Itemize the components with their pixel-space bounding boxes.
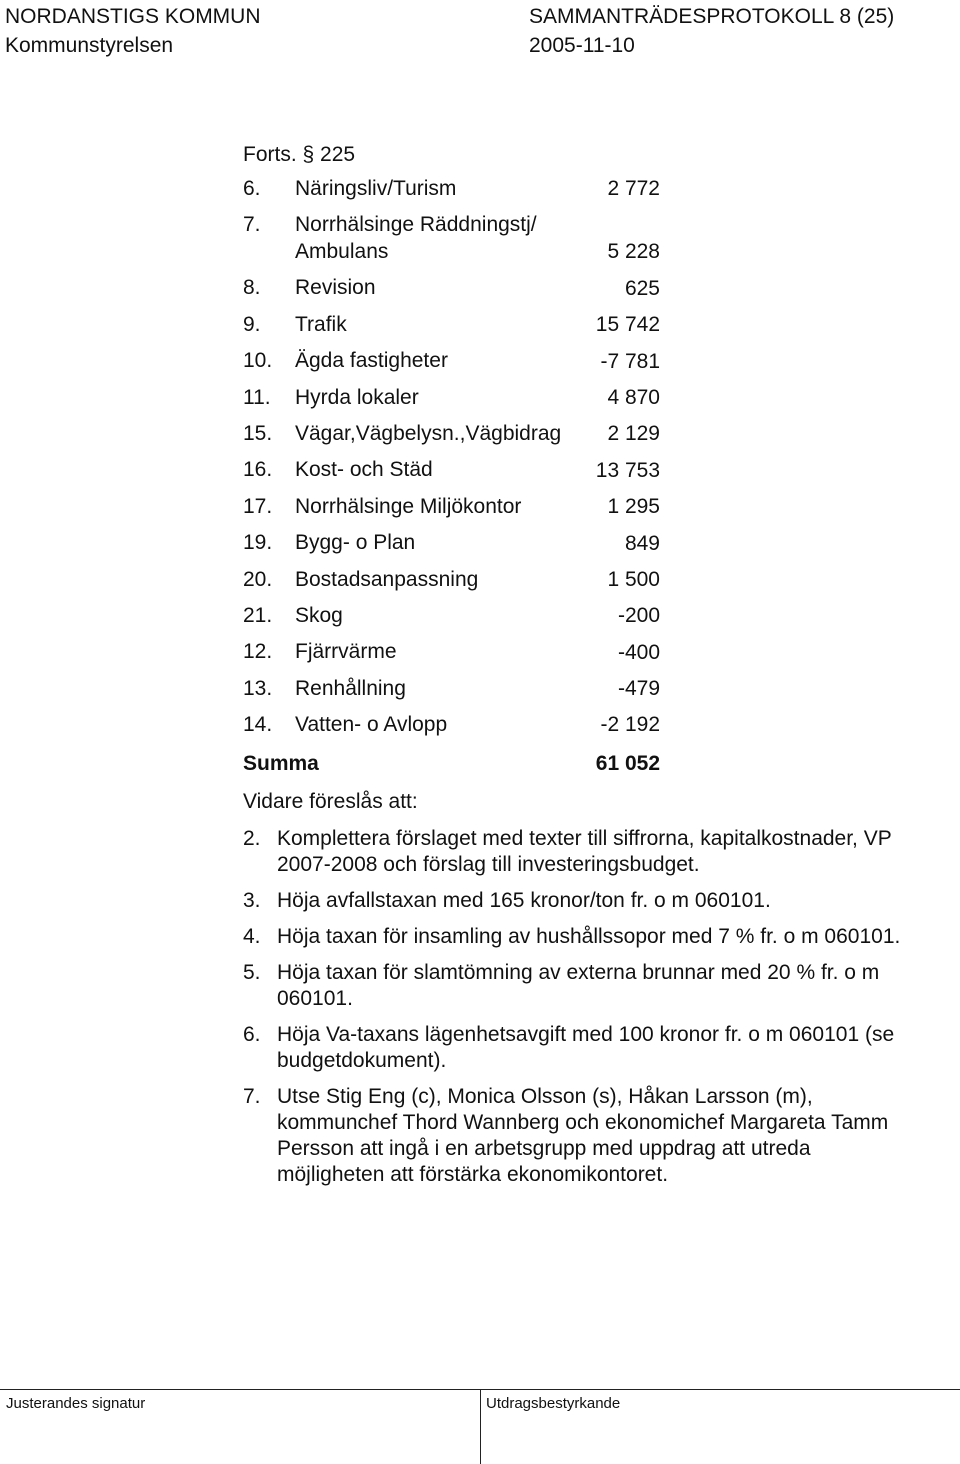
proposal-text-line: kommunchef Thord Wannberg och ekonomichef Margareta Tamm [277,1111,889,1134]
budget-row-label [295,568,478,595]
budget-row-number: 9. [243,312,261,336]
budget-row-label-line: Kost- och Städ [295,458,433,482]
adjuster-signature-label: Justerandes signatur [6,1395,146,1412]
budget-row-number: 17. [243,494,273,518]
budget-row-label [295,531,415,558]
budget-row-amount: -200 [617,604,660,628]
proposal-number: 6. [243,1023,261,1046]
budget-row-label-line: Vatten- o Avlopp [295,713,448,737]
budget-row-amount: -7 781 [600,349,660,373]
budget-row-label-line: Norrhälsinge Räddningstj/ [295,213,537,237]
budget-row-label-line: Ambulans [295,240,389,264]
budget-row-label-line: Vägar,Vägbelysn.,Vägbidrag [295,421,562,445]
proposal-text-line: möjligheten att förstärka ekonomikontoret. [277,1163,669,1186]
budget-row-amount: 13 753 [595,458,660,482]
proposal-text-line: Komplettera förslaget med texter till siffrorna, kapitalkostnader, VP [277,827,892,850]
budget-row-amount: 2 772 [607,177,660,201]
proposal-text-line: Höja taxan för insamling av hushållssopor med 7 % fr. o m 060101. [277,925,901,948]
budget-row-number: 13. [243,676,273,700]
proposal-item [243,888,943,914]
budget-row [243,422,663,458]
proposal-text-line: Persson att ingå i en arbetsgrupp med uppdrag att utreda [277,1137,811,1160]
proposal-number: 5. [243,961,261,984]
budget-row-label [295,276,376,303]
budget-row-label [295,495,521,522]
protocol-title: SAMMANTRÄDESPROTOKOLL 8 (25) [529,5,895,28]
budget-row-number: 20. [243,567,273,591]
budget-row-amount: 1 295 [607,495,660,519]
budget-row-number: 6. [243,177,261,200]
budget-row-number: 16. [243,458,273,482]
budget-row-label-line: Norrhälsinge Miljökontor [295,494,522,518]
budget-row [243,313,663,349]
budget-row [243,604,663,640]
budget-row-amount: -400 [617,640,660,664]
signature-footer [0,1389,960,1464]
budget-list [243,177,663,749]
budget-row-label [295,386,419,413]
budget-row-number: 14. [243,713,273,737]
proposal-text-line: Höja Va-taxans lägenhetsavgift med 100 kronor fr. o m 060101 (se [277,1023,895,1046]
budget-row-label-line: Bostadsanpassning [295,567,479,591]
budget-row-label [295,458,433,485]
budget-row-number: 19. [243,531,273,555]
budget-row-amount: 849 [624,531,660,555]
budget-row-label-line: Revision [295,276,376,300]
budget-row-amount: 2 129 [607,422,660,446]
budget-row [243,458,663,494]
budget-row-number: 8. [243,276,261,300]
budget-row-number: 12. [243,640,273,664]
budget-row-label [295,177,456,204]
proposal-number: 4. [243,925,261,948]
budget-row [243,640,663,676]
budget-row-label-line: Fjärrvärme [295,640,397,664]
budget-row-amount: -2 192 [600,713,660,737]
budget-row-amount: 625 [624,276,660,300]
proposal-item [243,924,943,950]
budget-row-label [295,213,537,267]
proposal-text-line: 060101. [277,987,353,1010]
budget-row-label-line: Skog [295,603,343,627]
budget-row-label-line: Ägda fastigheter [295,349,448,373]
budget-row-amount: 4 870 [607,385,660,409]
budget-row-label [295,713,447,740]
budget-row [243,349,663,385]
budget-row [243,386,663,422]
budget-row [243,276,663,312]
budget-row [243,177,663,213]
proposal-number: 3. [243,889,261,912]
proposal-item [243,1022,943,1074]
summa-label: Summa [243,752,319,775]
budget-row [243,677,663,713]
proposal-text-line: Höja taxan för slamtömning av externa brunnar med 20 % fr. o m [277,961,880,984]
budget-row-label [295,422,561,449]
budget-row-number: 11. [243,385,271,409]
proposal-item [243,1084,943,1188]
proposal-number: 7. [243,1085,261,1108]
summa-value: 61 052 [595,752,660,775]
budget-row-label-line: Hyrda lokaler [295,385,419,409]
budget-row-number: 15. [243,421,273,445]
header-right [529,5,894,63]
footer-divider [480,1390,481,1464]
extract-certification-label: Utdragsbestyrkande [486,1395,621,1412]
budget-row-amount: 15 742 [595,313,660,337]
proposal-text-line: 2007-2008 och förslag till investeringsbudget. [277,853,700,876]
budget-row-label-line: Renhållning [295,676,406,700]
proposal-text-line: budgetdokument). [277,1049,447,1072]
budget-row-number: 7. [243,213,261,237]
budget-row-label [295,349,448,376]
budget-row-amount: 1 500 [607,567,660,591]
budget-row [243,568,663,604]
summa-row [243,752,663,780]
committee-name: Kommunstyrelsen [5,34,174,57]
budget-row-label [295,313,347,340]
budget-row-label [295,677,406,704]
meeting-date: 2005-11-10 [529,34,635,57]
budget-row-amount: 5 228 [607,240,660,264]
budget-row-label-line: Bygg- o Plan [295,531,416,555]
budget-row-label-line: Näringsliv/Turism [295,177,457,200]
budget-row-label [295,640,397,667]
proposal-item [243,826,943,878]
proposal-text-line: Höja avfallstaxan med 165 kronor/ton fr. o m 060101. [277,889,771,912]
budget-row [243,531,663,567]
budget-row [243,713,663,749]
proposal-text-line: Utse Stig Eng (c), Monica Olsson (s), Håkan Larsson (m), [277,1085,813,1108]
proposal-list [243,826,943,1198]
budget-row-label [295,604,343,631]
proposal-number: 2. [243,827,261,850]
budget-row [243,213,663,276]
budget-row-number: 21. [243,603,273,627]
further-proposed-heading: Vidare föreslås att: [243,790,418,813]
proposal-item [243,960,943,1012]
org-name: NORDANSTIGS KOMMUN [5,5,261,28]
budget-row-amount: -479 [617,677,660,701]
budget-row-number: 10. [243,349,273,373]
budget-row-label-line: Trafik [295,312,347,336]
budget-row [243,495,663,531]
continuation-label: Forts. § 225 [243,143,356,166]
header-left [5,5,261,63]
